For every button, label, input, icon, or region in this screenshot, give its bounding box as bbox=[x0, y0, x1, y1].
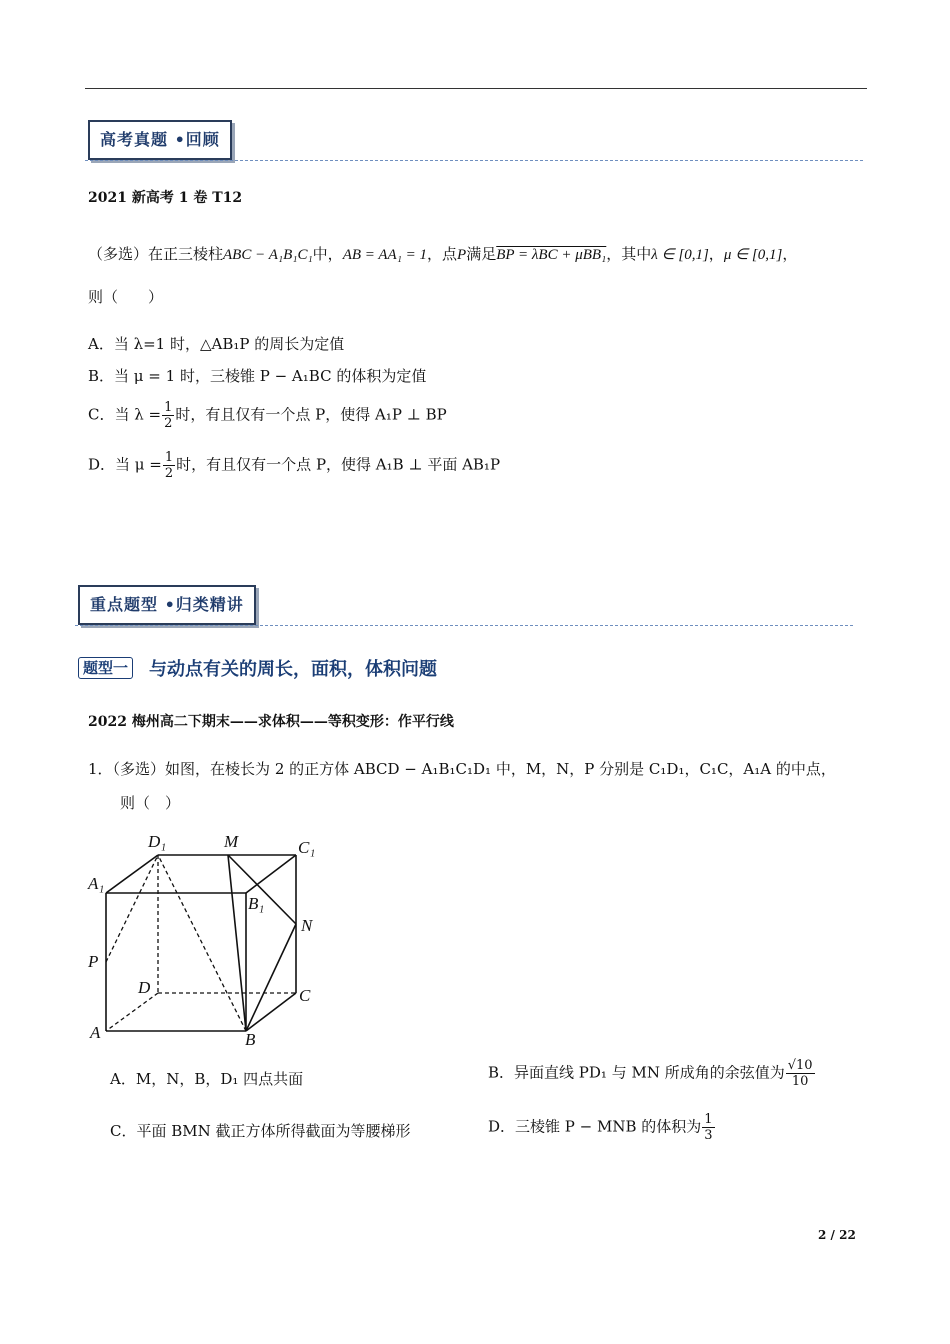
option-a: A．当 λ=1 时，△AB₁P 的周长为定值 bbox=[88, 335, 345, 353]
question-type-heading bbox=[78, 655, 437, 681]
question-source: 2022 梅州高二下期末——求体积——等积变形：作平行线 bbox=[88, 714, 454, 730]
label-d: D bbox=[138, 978, 151, 997]
option-b bbox=[488, 1058, 816, 1089]
type-badge: 题型一 bbox=[78, 657, 133, 679]
section-title: 高考真题 •回顾 bbox=[100, 130, 220, 149]
question-source: 2021 新高考 1 卷 T12 bbox=[88, 190, 243, 206]
section-header-key-types bbox=[78, 585, 256, 625]
math-vector-equation: BP = λBC + μBB₁ bbox=[496, 247, 607, 263]
math-point: P bbox=[457, 247, 467, 263]
stem-text: ，其中 bbox=[606, 245, 652, 263]
fraction-one-third bbox=[702, 1112, 714, 1143]
cube-figure bbox=[80, 825, 330, 1055]
option-c bbox=[88, 400, 447, 431]
fraction-denominator: 3 bbox=[704, 1128, 713, 1143]
label-n: N bbox=[301, 916, 313, 935]
option-c-text: 时，有且仅有一个点 P，使得 A₁P ⊥ BP bbox=[175, 405, 447, 424]
label-m: M bbox=[224, 832, 239, 851]
label-a1: A₁ bbox=[88, 874, 105, 893]
section-header-review bbox=[88, 120, 232, 160]
question-stem-line2: 则（ ） bbox=[88, 288, 164, 306]
label-c1: C₁ bbox=[298, 838, 316, 857]
math-mu-range: μ ∈ [0,1] bbox=[723, 247, 783, 263]
fraction-sqrt10-over-10 bbox=[786, 1058, 815, 1089]
fraction-denominator: 2 bbox=[164, 466, 174, 481]
option-c: C．平面 BMN 截正方体所得截面为等腰梯形 bbox=[110, 1122, 411, 1140]
section-divider bbox=[75, 625, 853, 626]
label-d1: D₁ bbox=[148, 832, 167, 851]
hidden-segment-p-d1 bbox=[106, 855, 158, 962]
stem-text: ， bbox=[782, 245, 798, 263]
edge-c-b bbox=[246, 993, 296, 1031]
fraction-denominator: 10 bbox=[791, 1074, 809, 1089]
fraction-numerator: 1 bbox=[164, 450, 174, 465]
fraction-denominator: 2 bbox=[164, 416, 173, 431]
stem-text: ，点 bbox=[427, 245, 458, 263]
label-p: P bbox=[88, 952, 99, 971]
section-title: 重点题型 •归类精讲 bbox=[90, 595, 244, 614]
segment-n-b bbox=[246, 924, 296, 1031]
option-d-text: D．当 μ = bbox=[88, 455, 162, 474]
label-b: B bbox=[245, 1030, 256, 1049]
stem-text: ， bbox=[708, 245, 724, 263]
option-d bbox=[488, 1112, 716, 1143]
edge-c1-b1 bbox=[246, 855, 296, 893]
fraction-numerator: √10 bbox=[787, 1058, 813, 1073]
segment-m-n bbox=[228, 855, 296, 924]
option-b: B．当 μ = 1 时，三棱锥 P − A₁BC 的体积为定值 bbox=[88, 367, 427, 385]
stem-text: 中， bbox=[312, 245, 343, 263]
segment-m-b bbox=[228, 855, 246, 1031]
header-rule bbox=[85, 88, 867, 89]
option-b-text: B．异面直线 PD₁ 与 MN 所成角的余弦值为 bbox=[488, 1063, 785, 1082]
label-c: C bbox=[299, 986, 311, 1005]
option-a: A．M，N，B，D₁ 四点共面 bbox=[110, 1070, 304, 1088]
section-divider bbox=[85, 160, 863, 161]
stem-text: （多选）在正三棱柱 bbox=[88, 245, 224, 263]
hidden-segment-b-d1 bbox=[158, 855, 246, 1031]
math-prism: ABC − A₁B₁C₁ bbox=[223, 247, 313, 263]
label-a: A bbox=[90, 1023, 101, 1042]
math-lambda-range: λ ∈ [0,1] bbox=[651, 247, 709, 263]
option-c-text: C．当 λ = bbox=[88, 405, 162, 424]
edge-a1-d1 bbox=[106, 855, 158, 893]
page-number: 2 / 22 bbox=[818, 1228, 856, 1242]
option-d-text: D．三棱锥 P − MNB 的体积为 bbox=[488, 1117, 702, 1136]
fraction-half bbox=[163, 450, 175, 481]
option-d bbox=[88, 450, 500, 481]
fraction-numerator: 1 bbox=[164, 400, 173, 415]
label-b1: B₁ bbox=[248, 894, 265, 913]
question-stem bbox=[88, 243, 797, 266]
stem-text: 满足 bbox=[466, 245, 497, 263]
hidden-edge-d-a bbox=[106, 993, 158, 1031]
type-title: 与动点有关的周长，面积，体积问题 bbox=[149, 659, 438, 680]
fraction-half bbox=[162, 400, 174, 431]
math-equation: AB = AA₁ = 1 bbox=[342, 247, 428, 263]
option-d-text: 时，有且仅有一个点 P，使得 A₁B ⊥ 平面 AB₁P bbox=[176, 455, 501, 474]
question-stem: 1．（多选）如图，在棱长为 2 的正方体 ABCD − A₁B₁C₁D₁ 中，M，N，P 分别是 C₁D₁，C₁C，A₁A 的中点， bbox=[88, 760, 836, 778]
fraction-numerator: 1 bbox=[704, 1112, 713, 1127]
question-stem-line2: 则（ ） bbox=[120, 794, 181, 812]
